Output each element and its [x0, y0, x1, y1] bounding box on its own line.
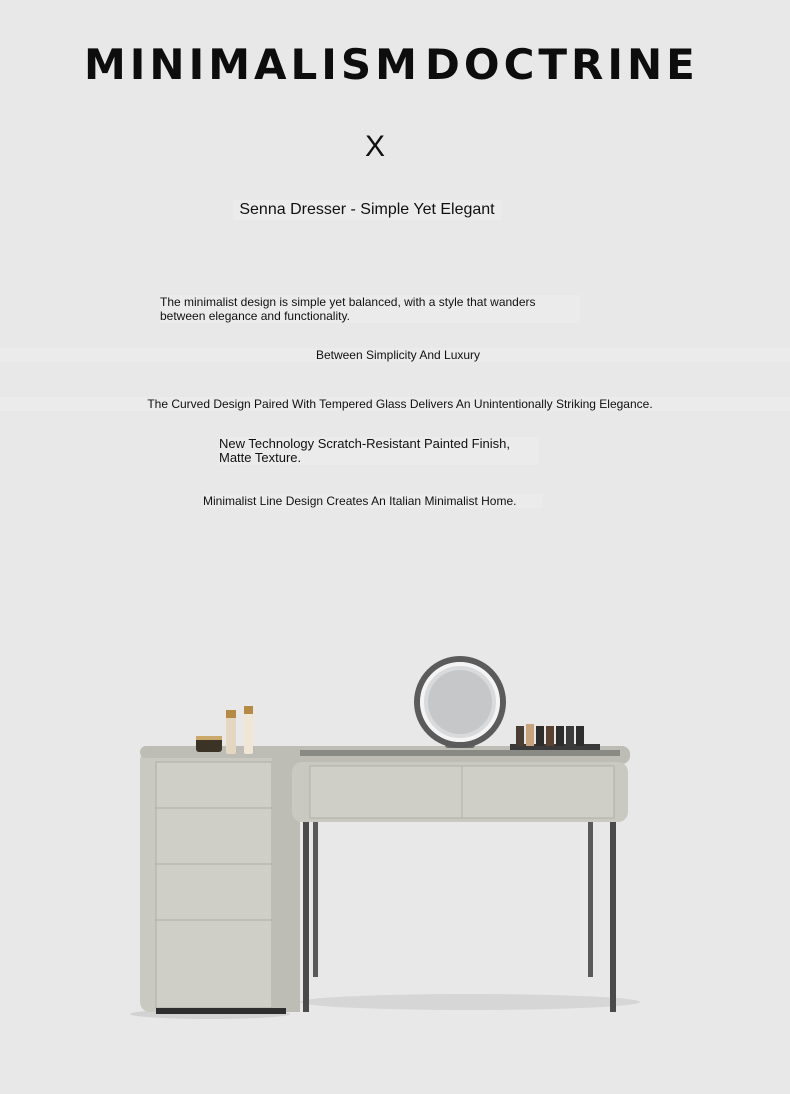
- feature-text-5: Minimalist Line Design Creates An Italian Minimalist Home.: [203, 494, 543, 508]
- cross-mark: X: [364, 130, 385, 163]
- round-mirror: [414, 656, 506, 748]
- product-subtitle: Senna Dresser - Simple Yet Elegant: [233, 200, 501, 220]
- headline: [0, 40, 790, 92]
- desk: [290, 746, 630, 1012]
- headline-left: MINIMALISM: [84, 40, 421, 89]
- feature-text-2: Between Simplicity And Luxury: [0, 348, 790, 362]
- feature-text-4: New Technology Scratch-Resistant Painted Finish, Matte Texture.: [219, 437, 539, 465]
- dresser-image: [120, 640, 660, 1040]
- cosmetics-right: [510, 724, 600, 750]
- headline-right: DOCTRINE: [425, 40, 699, 89]
- drawer-cabinet: [140, 746, 300, 1014]
- dresser-illustration: [120, 640, 660, 1040]
- feature-text-1: The minimalist design is simple yet balanced, with a style that wanders between elegance and functionality.: [160, 295, 580, 323]
- feature-text-3: The Curved Design Paired With Tempered Glass Delivers An Unintentionally Striking Elegance.: [0, 397, 790, 411]
